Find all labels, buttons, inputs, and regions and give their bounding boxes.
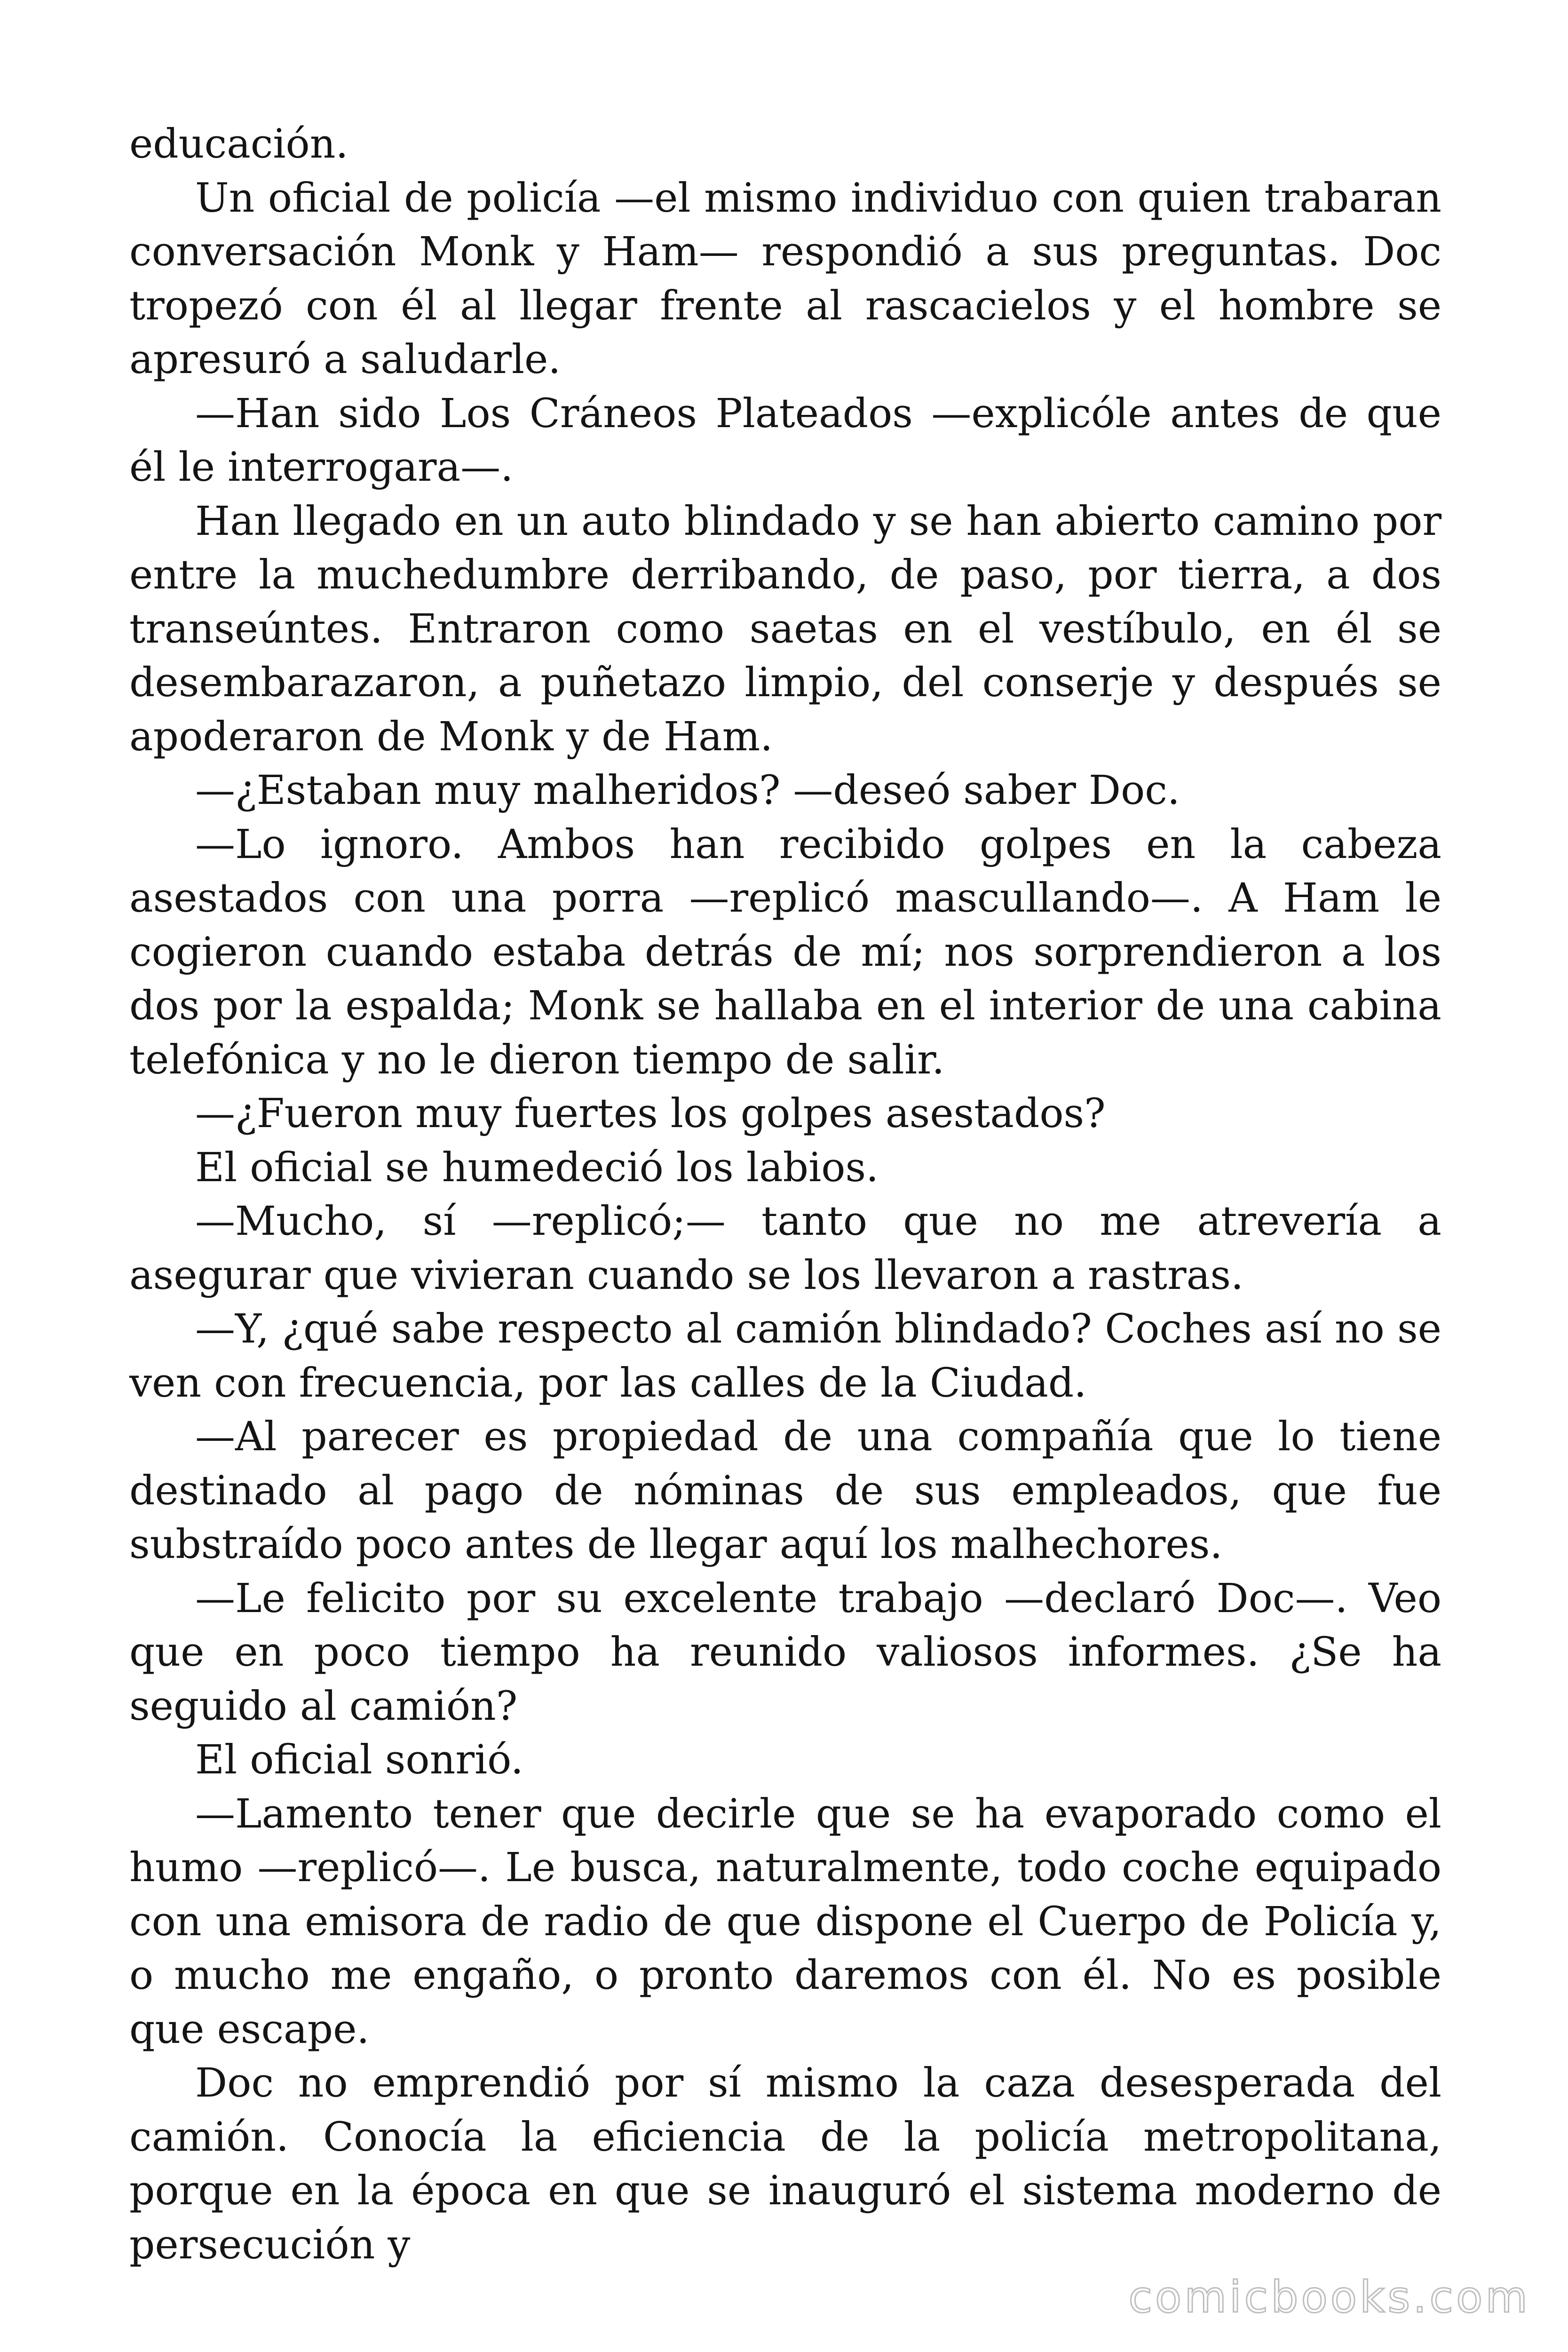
paragraph: Doc no emprendió por sí mismo la caza desesperada del camión. Conocía la eficiencia de la policía metropolitana, porque en la época en que se inauguró el sistema moderno de persecución y xyxy=(129,2060,1441,2268)
paragraph: Han llegado en un auto blindado y se han abierto camino por entre la muchedumbre derribando, de paso, por tierra, a dos transeúntes. Entraron como saetas en el vestíbulo, en él se desembarazaron, a puñetazo limpio, del conserje y después se apoderaron de Monk y de Ham. xyxy=(129,498,1441,760)
paragraph: —Lamento tener que decirle que se ha evaporado como el humo —replicó—. Le busca, naturalmente, todo coche equipado con una emisora de radio de que dispone el Cuerpo de Policía y, o mucho me engaño, o pronto daremos con él. No es posible que escape. xyxy=(129,1790,1441,2053)
page-body xyxy=(129,118,1441,2272)
paragraph: El oficial se humedeció los labios. xyxy=(195,1144,879,1191)
paragraph: —Al parecer es propiedad de una compañía que lo tiene destinado al pago de nóminas de sus empleados, que fue substraído poco antes de llegar aquí los malhechores. xyxy=(129,1414,1441,1568)
paragraph: —Mucho, sí —replicó;— tanto que no me atrevería a asegurar que vivieran cuando se los llevaron a rastras. xyxy=(129,1198,1441,1299)
paragraph: —¿Estaban muy malheridos? —deseó saber Doc. xyxy=(195,767,1180,814)
paragraph: educación. xyxy=(129,121,348,167)
paragraph: —Le felicito por su excelente trabajo —declaró Doc—. Veo que en poco tiempo ha reunido valiosos informes. ¿Se ha seguido al camión? xyxy=(129,1575,1441,1730)
paragraph: El oficial sonrió. xyxy=(195,1737,523,1783)
watermark: comicbooks.com xyxy=(1128,2272,1530,2322)
paragraph: —Y, ¿qué sabe respecto al camión blindado? Coches así no se ven con frecuencia, por las calles de la Ciudad. xyxy=(129,1306,1441,1406)
paragraph: Un oficial de policía —el mismo individuo con quien trabaran conversación Monk y Ham— respondió a sus preguntas. Doc tropezó con él al llegar frente al rascacielos y el hombre se apresuró a saludarle. xyxy=(129,175,1441,383)
paragraph: —Han sido Los Cráneos Plateados —explicóle antes de que él le interrogara—. xyxy=(129,390,1441,491)
paragraph: —Lo ignoro. Ambos han recibido golpes en la cabeza asestados con una porra —replicó mascullando—. A Ham le cogieron cuando estaba detrás de mí; nos sorprendieron a los dos por la espalda; Monk se hallaba en el interior de una cabina telefónica y no le dieron tiempo de salir. xyxy=(129,821,1441,1083)
paragraph: —¿Fueron muy fuertes los golpes asestados? xyxy=(195,1090,1106,1137)
